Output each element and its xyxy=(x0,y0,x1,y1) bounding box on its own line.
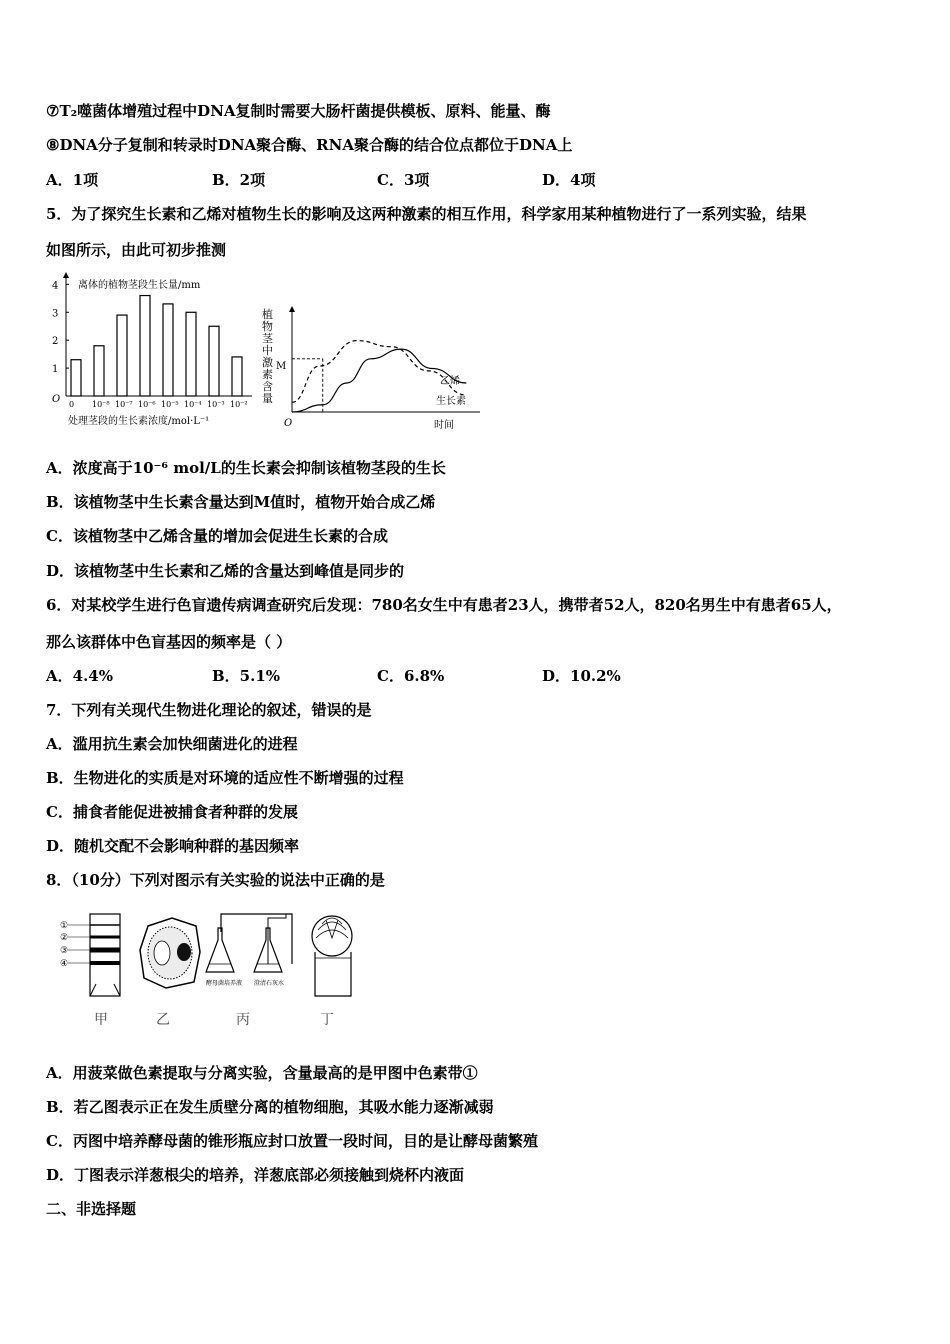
bar-xtick-1: 10⁻⁸ xyxy=(92,400,110,409)
panel-label-bing: 丙 xyxy=(236,1012,250,1028)
q4-option-b: B．2项 xyxy=(212,171,266,189)
line-ylabel-char: 植 xyxy=(262,308,273,321)
panel-label-yi: 乙 xyxy=(156,1012,170,1028)
bar-xtick-5: 10⁻⁴ xyxy=(184,400,202,409)
line-origin: O xyxy=(284,418,293,429)
q7-option-a: A．滥用抗生素会加快细菌进化的进程 xyxy=(46,735,298,753)
series-label-ethylene: 乙烯 xyxy=(440,376,460,387)
panel-label-ding: 丁 xyxy=(320,1012,334,1028)
bar-ytick-3: 3 xyxy=(52,308,59,320)
q4-option-c: C．3项 xyxy=(377,171,430,189)
bar-7 xyxy=(232,357,242,396)
bar-y-arrow xyxy=(63,272,69,278)
line-ylabel-char: 中 xyxy=(262,344,273,357)
panel-yi-plant-cell xyxy=(140,918,200,988)
q8-experiment-figure xyxy=(56,908,366,1032)
q6-option-d: D．10.2% xyxy=(542,667,621,685)
bar-xtick-0: 0 xyxy=(69,400,75,409)
bar-1 xyxy=(94,346,104,396)
line-m-label: M xyxy=(276,361,287,372)
bar-chart-growth xyxy=(44,270,259,430)
line-ylabel-char: 物 xyxy=(262,320,273,333)
bar-xtick-2: 10⁻⁷ xyxy=(115,400,133,409)
bar-ytick-1: 1 xyxy=(52,364,59,376)
bar-xtick-7: 10⁻² xyxy=(230,400,248,409)
bar-4 xyxy=(163,304,173,396)
statement-8: ⑧DNA分子复制和转录时DNA聚合酶、RNA聚合酶的结合位点都位于DNA上 xyxy=(46,136,573,154)
bar-5 xyxy=(186,312,196,396)
bar-ytick-4: 4 xyxy=(52,280,59,292)
q6-option-c: C．6.8% xyxy=(377,667,445,685)
line-ylabel-char: 含 xyxy=(262,380,273,393)
q6-option-b: B．5.1% xyxy=(212,667,281,685)
line-ylabel-char: 茎 xyxy=(262,332,273,345)
flask-label-limewater: 澄清石灰水 xyxy=(254,980,285,987)
panel-label-jia: 甲 xyxy=(94,1012,108,1028)
q4-option-d: D．4项 xyxy=(542,171,596,189)
line-ylabel-char: 素 xyxy=(262,368,273,381)
q5-option-b: B．该植物茎中生长素含量达到M值时，植物开始合成乙烯 xyxy=(46,493,436,511)
panel-bing-flasks xyxy=(206,914,292,972)
q6-stem-line2: 那么该群体中色盲基因的频率是（ ） xyxy=(46,633,292,651)
statement-7: ⑦T₂噬菌体增殖过程中DNA复制时需要大肠杆菌提供模板、原料、能量、酶 xyxy=(46,102,551,120)
bar-xtick-6: 10⁻³ xyxy=(207,400,225,409)
band-label-4: ④ xyxy=(60,959,69,969)
line-x-title: 时间 xyxy=(434,420,454,431)
q5-option-c: C．该植物茎中乙烯含量的增加会促进生长素的合成 xyxy=(46,527,388,545)
section-heading-nonchoice: 二、非选择题 xyxy=(46,1200,137,1218)
bar-ytick-2: 2 xyxy=(52,336,59,348)
bar-x-title: 处理茎段的生长素浓度/mol·L⁻¹ xyxy=(68,416,210,427)
q6-stem-line1: 6．对某校学生进行色盲遗传病调查研究后发现：780名女生中有患者23人，携带者52人，820名男生中有患者65人， xyxy=(46,596,842,614)
bar-0 xyxy=(71,360,81,396)
band-label-1: ① xyxy=(60,921,69,931)
q7-stem: 7．下列有关现代生物进化理论的叙述，错误的是 xyxy=(46,701,372,719)
q8-stem: 8．（10分）下列对图示有关实验的说法中正确的是 xyxy=(46,871,385,889)
bar-6 xyxy=(209,326,219,396)
line-chart-hormones xyxy=(258,300,488,435)
bar-2 xyxy=(117,315,127,396)
q7-option-d: D．随机交配不会影响种群的基因频率 xyxy=(46,837,300,855)
bar-origin: O xyxy=(52,394,61,405)
line-y-arrow xyxy=(289,306,295,312)
q5-option-a: A．浓度高于10⁻⁶ mol/L的生长素会抑制该植物茎段的生长 xyxy=(46,459,446,477)
bar-3 xyxy=(140,296,150,396)
series-label-auxin: 生长素 xyxy=(436,396,466,407)
q5-option-d: D．该植物茎中生长素和乙烯的含量达到峰值是同步的 xyxy=(46,562,405,580)
band-label-2: ② xyxy=(60,933,69,943)
q7-option-b: B．生物进化的实质是对环境的适应性不断增强的过程 xyxy=(46,769,404,787)
line-ylabel-char: 激 xyxy=(262,356,273,369)
q6-option-a: A．4.4% xyxy=(46,667,113,685)
panel-ding-onion-beaker xyxy=(312,916,352,996)
q8-option-d: D．丁图表示洋葱根尖的培养，洋葱底部必须接触到烧杯内液面 xyxy=(46,1166,465,1184)
q4-option-a: A．1项 xyxy=(46,171,99,189)
q8-option-c: C．丙图中培养酵母菌的锥形瓶应封口放置一段时间，目的是让酵母菌繁殖 xyxy=(46,1132,538,1150)
panel-jia-paper-strip xyxy=(90,914,120,996)
bar-chart-title: 离体的植物茎段生长量/mm xyxy=(78,280,201,291)
bar-xtick-3: 10⁻⁶ xyxy=(138,400,156,409)
q8-option-a: A．用菠菜做色素提取与分离实验，含量最高的是甲图中色素带① xyxy=(46,1064,478,1082)
q5-stem-line1: 5．为了探究生长素和乙烯对植物生长的影响及这两种激素的相互作用，科学家用某种植物进行了一系列实验，结果 xyxy=(46,205,807,223)
band-label-3: ③ xyxy=(60,946,69,956)
bar-xtick-4: 10⁻⁵ xyxy=(161,400,179,409)
flask-label-yeast: 酵母菌培养液 xyxy=(206,980,243,987)
q5-stem-line2: 如图所示，由此可初步推测 xyxy=(46,241,227,259)
q7-option-c: C．捕食者能促进被捕食者种群的发展 xyxy=(46,803,298,821)
line-ylabel-char: 量 xyxy=(262,392,273,405)
q8-option-b: B．若乙图表示正在发生质壁分离的植物细胞，其吸水能力逐渐减弱 xyxy=(46,1098,494,1116)
series-line-1 xyxy=(292,341,466,403)
